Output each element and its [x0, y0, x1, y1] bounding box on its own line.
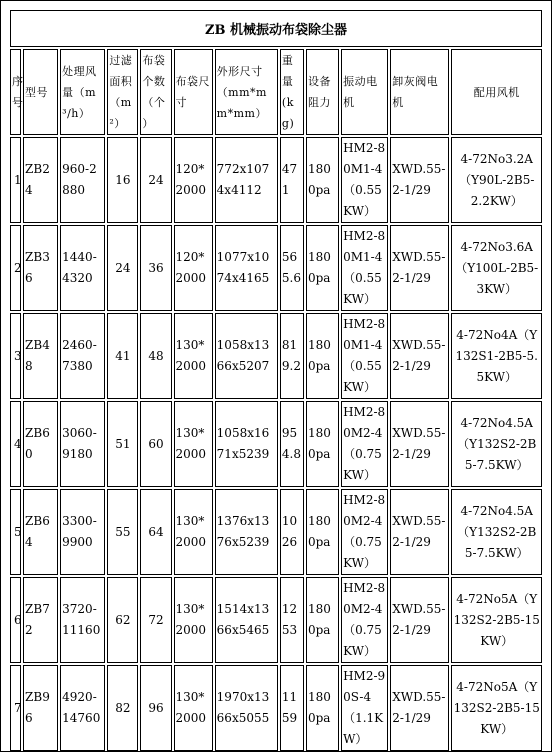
cell-resistance: 1800pa — [306, 225, 339, 311]
cell-vibration-motor: HM2-90S-4（1.1KW） — [341, 665, 388, 751]
cell-resistance: 1800pa — [306, 401, 339, 487]
cell-filter-area: 16 — [107, 137, 138, 223]
cell-dimensions: 1514x1366x5465 — [215, 577, 278, 663]
cell-dimensions: 1058x1671x5239 — [215, 401, 278, 487]
cell-model: ZB64 — [23, 489, 58, 575]
cell-airflow: 3060-9180 — [60, 401, 105, 487]
header-weight: 重量(kg) — [280, 49, 304, 135]
cell-model: ZB24 — [23, 137, 58, 223]
cell-resistance: 1800pa — [306, 577, 339, 663]
cell-dimensions: 1376x1376x5239 — [215, 489, 278, 575]
cell-vibration-motor: HM2-80M2-4（0.75KW） — [341, 401, 388, 487]
cell-weight: 1026 — [280, 489, 304, 575]
cell-weight: 471 — [280, 137, 304, 223]
cell-weight: 1159 — [280, 665, 304, 751]
cell-bag-count: 72 — [140, 577, 171, 663]
cell-dimensions: 772x1074x4112 — [215, 137, 278, 223]
cell-filter-area: 82 — [107, 665, 138, 751]
cell-no: 4 — [10, 401, 21, 487]
cell-airflow: 2460-7380 — [60, 313, 105, 399]
cell-airflow: 3720-11160 — [60, 577, 105, 663]
cell-fan: 4-72No5A（Y132S2-2B5-15KW） — [451, 665, 542, 751]
cell-valve-motor: XWD.55-2-1/29 — [390, 577, 449, 663]
cell-bag-size: 120*2000 — [174, 225, 213, 311]
cell-vibration-motor: HM2-80M2-4（0.75KW） — [341, 577, 388, 663]
cell-airflow: 960-2880 — [60, 137, 105, 223]
table-row — [10, 401, 542, 487]
cell-vibration-motor: HM2-80M1-4（0.55KW） — [341, 313, 388, 399]
cell-no: 1 — [10, 137, 21, 223]
table-row — [10, 225, 542, 311]
cell-bag-size: 120*2000 — [174, 137, 213, 223]
cell-vibration-motor: HM2-80M2-4（0.75KW） — [341, 489, 388, 575]
table-title: ZB 机械振动布袋除尘器 — [10, 10, 542, 47]
cell-vibration-motor: HM2-80M1-4（0.55KW） — [341, 137, 388, 223]
cell-dimensions: 1058x1366x5207 — [215, 313, 278, 399]
cell-airflow: 3300-9900 — [60, 489, 105, 575]
cell-resistance: 1800pa — [306, 665, 339, 751]
cell-model: ZB96 — [23, 665, 58, 751]
cell-fan: 4-72No3.6A（Y100L-2B5-3KW） — [451, 225, 542, 311]
table-row — [10, 137, 542, 223]
header-dimensions: 外形尺寸 （mm*mm*mm） — [215, 49, 278, 135]
cell-no: 3 — [10, 313, 21, 399]
cell-airflow: 1440-4320 — [60, 225, 105, 311]
table-row — [10, 313, 542, 399]
cell-bag-size: 130*2000 — [174, 577, 213, 663]
spec-table — [8, 8, 544, 753]
cell-model: ZB48 — [23, 313, 58, 399]
cell-resistance: 1800pa — [306, 137, 339, 223]
cell-bag-count: 36 — [140, 225, 171, 311]
header-no: 序号 — [10, 49, 21, 135]
cell-bag-size: 130*2000 — [174, 401, 213, 487]
cell-bag-count: 64 — [140, 489, 171, 575]
header-row — [10, 49, 542, 135]
header-fan: 配用风机 — [451, 49, 542, 135]
header-bag-size: 布袋尺寸 — [174, 49, 213, 135]
cell-model: ZB72 — [23, 577, 58, 663]
cell-fan: 4-72No3.2A（Y90L-2B5-2.2KW） — [451, 137, 542, 223]
cell-bag-size: 130*2000 — [174, 489, 213, 575]
cell-filter-area: 41 — [107, 313, 138, 399]
cell-weight: 819.2 — [280, 313, 304, 399]
cell-valve-motor: XWD.55-2-1/29 — [390, 225, 449, 311]
cell-no: 5 — [10, 489, 21, 575]
cell-dimensions: 1077x1074x4165 — [215, 225, 278, 311]
cell-valve-motor: XWD.55-2-1/29 — [390, 401, 449, 487]
cell-bag-count: 60 — [140, 401, 171, 487]
header-airflow: 处理风量（m³/h） — [60, 49, 105, 135]
cell-fan: 4-72No4A（Y132S1-2B5-5.5KW） — [451, 313, 542, 399]
cell-valve-motor: XWD.55-2-1/29 — [390, 489, 449, 575]
cell-fan: 4-72No4.5A（Y132S2-2B5-7.5KW） — [451, 489, 542, 575]
cell-filter-area: 24 — [107, 225, 138, 311]
cell-bag-size: 130*2000 — [174, 313, 213, 399]
header-bag-count: 布袋个数（个） — [140, 49, 171, 135]
header-resistance: 设备阻力 — [306, 49, 339, 135]
cell-fan: 4-72No4.5A（Y132S2-2B5-7.5KW） — [451, 401, 542, 487]
cell-bag-size: 130*2000 — [174, 665, 213, 751]
cell-airflow: 4920-14760 — [60, 665, 105, 751]
cell-valve-motor: XWD.55-2-1/29 — [390, 313, 449, 399]
header-valve-motor: 卸灰阀电机 — [390, 49, 449, 135]
cell-vibration-motor: HM2-80M1-4（0.55KW） — [341, 225, 388, 311]
cell-weight: 1253 — [280, 577, 304, 663]
cell-resistance: 1800pa — [306, 489, 339, 575]
cell-filter-area: 51 — [107, 401, 138, 487]
cell-filter-area: 62 — [107, 577, 138, 663]
cell-weight: 565.6 — [280, 225, 304, 311]
cell-valve-motor: XWD.55-2-1/29 — [390, 137, 449, 223]
cell-model: ZB36 — [23, 225, 58, 311]
cell-valve-motor: XWD.55-2-1/29 — [390, 665, 449, 751]
cell-bag-count: 24 — [140, 137, 171, 223]
table-row — [10, 489, 542, 575]
cell-fan: 4-72No5A（Y132S2-2B5-15KW） — [451, 577, 542, 663]
table-row — [10, 665, 542, 751]
table-row — [10, 577, 542, 663]
cell-dimensions: 1970x1366x5055 — [215, 665, 278, 751]
cell-bag-count: 96 — [140, 665, 171, 751]
cell-bag-count: 48 — [140, 313, 171, 399]
cell-resistance: 1800pa — [306, 313, 339, 399]
cell-no: 7 — [10, 665, 21, 751]
cell-no: 2 — [10, 225, 21, 311]
cell-no: 6 — [10, 577, 21, 663]
header-vibration-motor: 振动电机 — [341, 49, 388, 135]
header-model: 型号 — [23, 49, 58, 135]
cell-model: ZB60 — [23, 401, 58, 487]
cell-filter-area: 55 — [107, 489, 138, 575]
header-filter-area: 过滤面积（m²） — [107, 49, 138, 135]
cell-weight: 954.8 — [280, 401, 304, 487]
